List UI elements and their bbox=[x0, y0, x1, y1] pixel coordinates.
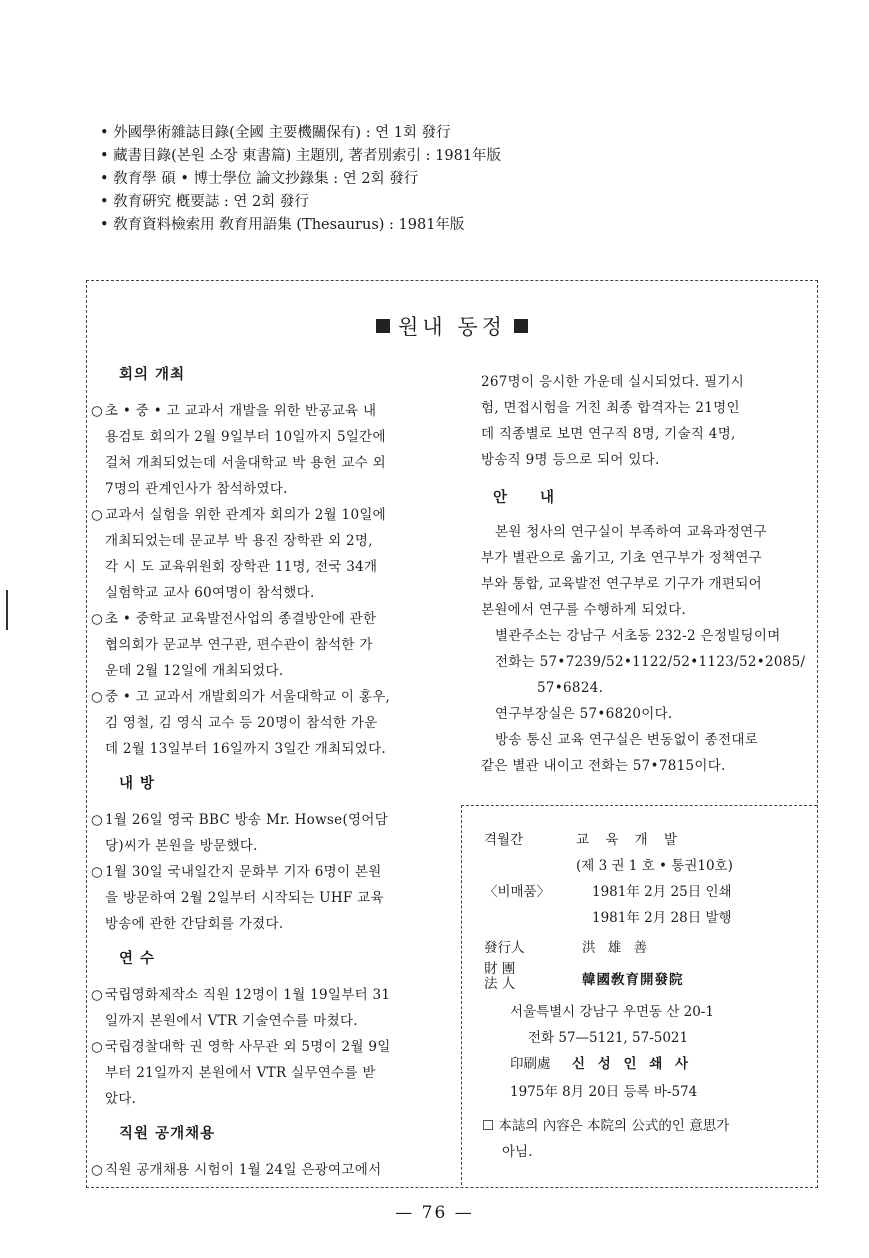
square-icon bbox=[514, 319, 528, 333]
recruit-continued: 267명이 응시한 가운데 실시되었다. 필기시 험, 면접시험을 거친 최종 합격자는 21명인 데 직종별로 보면 연구직 8명, 기술직 4명, 방송직 9명 등으로 되어 있다. bbox=[481, 374, 745, 468]
annex-address: 별관주소는 강남구 서초동 232-2 은정빌딩이며 bbox=[495, 628, 781, 644]
printer-name: 신 성 인 쇄 사 bbox=[572, 1056, 693, 1072]
section-heading-notice: 안 내 bbox=[493, 490, 569, 506]
address: 서울특별시 강남구 우면동 산 20-1 bbox=[510, 1004, 714, 1020]
research-room-phone: 연구부장실은 57•6820이다. bbox=[495, 706, 673, 722]
list-item: ○ 국립경찰대학 권 영학 사무관 외 5명이 2월 9일 부터 21일까지 본원에서 VTR 실무연수를 받 았다. bbox=[91, 1034, 451, 1112]
list-item: • 敎育硏究 槪要誌 : 연 2회 發行 bbox=[100, 194, 309, 210]
right-column bbox=[481, 369, 815, 779]
list-item: ○ 초 • 중학교 교육발전사업의 종결방안에 관한 협의회가 문교부 연구관, 편수관이 참석한 가 운데 2월 12일에 개최되었다. bbox=[91, 606, 451, 684]
page-number: — 76 — bbox=[395, 1203, 474, 1223]
printer-label: 印刷處 bbox=[510, 1056, 551, 1072]
print-date: 1981年 2月 25日 인쇄 bbox=[592, 884, 732, 900]
margin-mark bbox=[6, 590, 8, 630]
phone: 전화 57—5121, 57-5021 bbox=[528, 1030, 689, 1046]
circle-bullet-icon: ○ bbox=[91, 1162, 104, 1178]
colophon bbox=[461, 805, 817, 1185]
square-icon bbox=[376, 319, 390, 333]
disclaimer-cont: 아님. bbox=[502, 1144, 533, 1160]
circle-bullet-icon: ○ bbox=[91, 403, 104, 419]
list-item: ○ 초 • 중 • 고 교과서 개발을 위한 반공교육 내 용검토 회의가 2월 9일부터 10일까지 5일간에 걸쳐 개최되었는데 서울대학교 박 용헌 교수 외 7명의 관계인사가 참석하였다. bbox=[91, 398, 451, 502]
volume-info: (제 3 권 1 호 • 통권10호) bbox=[576, 858, 733, 874]
publisher-label: 發行人 bbox=[484, 940, 525, 956]
left-column bbox=[91, 363, 451, 1183]
circle-bullet-icon: ○ bbox=[91, 507, 104, 523]
circle-bullet-icon: ○ bbox=[91, 864, 104, 880]
section-heading-meetings: 회의 개최 bbox=[119, 367, 186, 383]
list-item: ○ 교과서 실험을 위한 관계자 회의가 2월 10일에 개최되었는데 문교부 박 용진 장학관 외 2명, 각 시 도 교육위원회 장학관 11명, 전국 34개 실험학교 교사 60여명이 참석했다. bbox=[91, 502, 451, 606]
list-item: • 外國學術雜誌目錄(全國 主要機關保有) : 연 1회 發行 bbox=[100, 125, 451, 141]
circle-bullet-icon: ○ bbox=[91, 812, 104, 828]
section-heading-training: 연 수 bbox=[119, 951, 156, 967]
list-item: • 敎育學 碩 • 博士學位 論文抄錄集 : 연 2회 發行 bbox=[100, 171, 419, 187]
list-item: ○ 국립영화제작소 직원 12명이 1월 19일부터 31 일까지 본원에서 VTR 기술연수를 마쳤다. bbox=[91, 982, 451, 1034]
list-item: ○ 중 • 고 교과서 개발회의가 서울대학교 이 홍우, 김 영철, 김 영식 교수 등 20명이 참석한 가운 데 2월 13일부터 16일까지 3일간 개최되었다. bbox=[91, 684, 451, 762]
annex-phone-cont: 57•6824. bbox=[537, 680, 604, 696]
issue-date: 1981年 2月 28日 발행 bbox=[592, 910, 732, 926]
list-item: ○ 1월 30일 국내일간지 문화부 기자 6명이 본원 을 방문하여 2월 2일부터 시작되는 UHF 교육 방송에 관한 간담회를 가졌다. bbox=[91, 859, 451, 937]
notice-text: 본원 청사의 연구실이 부족하여 교육과정연구 부가 별관으로 옮기고, 기초 연구부가 정책연구 부와 통합, 교육발전 연구부로 기구가 개편되어 본원에서 연구를 수행하게 되었다. 별관주소는 강남구 서초동 232-2 은정빌딩이며 전화는 57•7239/52•1122/52•1123/52•2085/ 57•6824. 연구부장실은 57•6820이다. 방송 통신 교육 연구실은 변동없이 종전대로 같은 별관 내이고 전화는 57•7815이다. bbox=[481, 519, 815, 779]
visits-list bbox=[91, 807, 451, 937]
list-item: • 藏書目錄(본원 소장 東書篇) 主題別, 著者別索引 : 1981年版 bbox=[100, 148, 502, 164]
corp-name: 韓國敎育開發院 bbox=[582, 972, 684, 988]
list-item: • 敎育資料檢索用 敎育用語集 (Thesaurus) : 1981年版 bbox=[100, 217, 465, 233]
training-list bbox=[91, 982, 451, 1112]
circle-bullet-icon: ○ bbox=[91, 987, 104, 1003]
section-heading-visits: 내 방 bbox=[119, 776, 156, 792]
corp-label: 財 團 法 人 bbox=[484, 961, 516, 992]
nonsale-label: 〈비매품〉 bbox=[484, 884, 551, 900]
publication-list bbox=[100, 122, 800, 237]
recruit-list bbox=[91, 1157, 451, 1183]
list-item: ○ 직원 공개채용 시험이 1월 24일 은광여고에서 bbox=[91, 1157, 451, 1183]
publisher-name: 洪 雄 善 bbox=[582, 940, 652, 956]
magazine-title: 교 육 개 발 bbox=[576, 832, 684, 848]
list-item: ○ 1월 26일 영국 BBC 방송 Mr. Howse(영어담 당)씨가 본원을 방문했다. bbox=[91, 807, 451, 859]
circle-bullet-icon: ○ bbox=[91, 1039, 104, 1055]
circle-bullet-icon: ○ bbox=[91, 689, 104, 705]
annex-phone: 전화는 57•7239/52•1122/52•1123/52•2085/ bbox=[495, 654, 806, 670]
section-heading-recruit: 직원 공개채용 bbox=[119, 1126, 216, 1142]
circle-bullet-icon: ○ bbox=[91, 611, 104, 627]
news-box bbox=[86, 280, 818, 1188]
disclaimer: ☐ 本誌의 內容은 本院의 公式的인 意思가 bbox=[482, 1118, 730, 1134]
registration: 1975年 8月 20日 등록 바-574 bbox=[510, 1084, 698, 1100]
publication-type: 격월간 bbox=[484, 832, 524, 848]
meetings-list bbox=[91, 398, 451, 762]
box-title: 원내 동정 bbox=[87, 311, 817, 341]
